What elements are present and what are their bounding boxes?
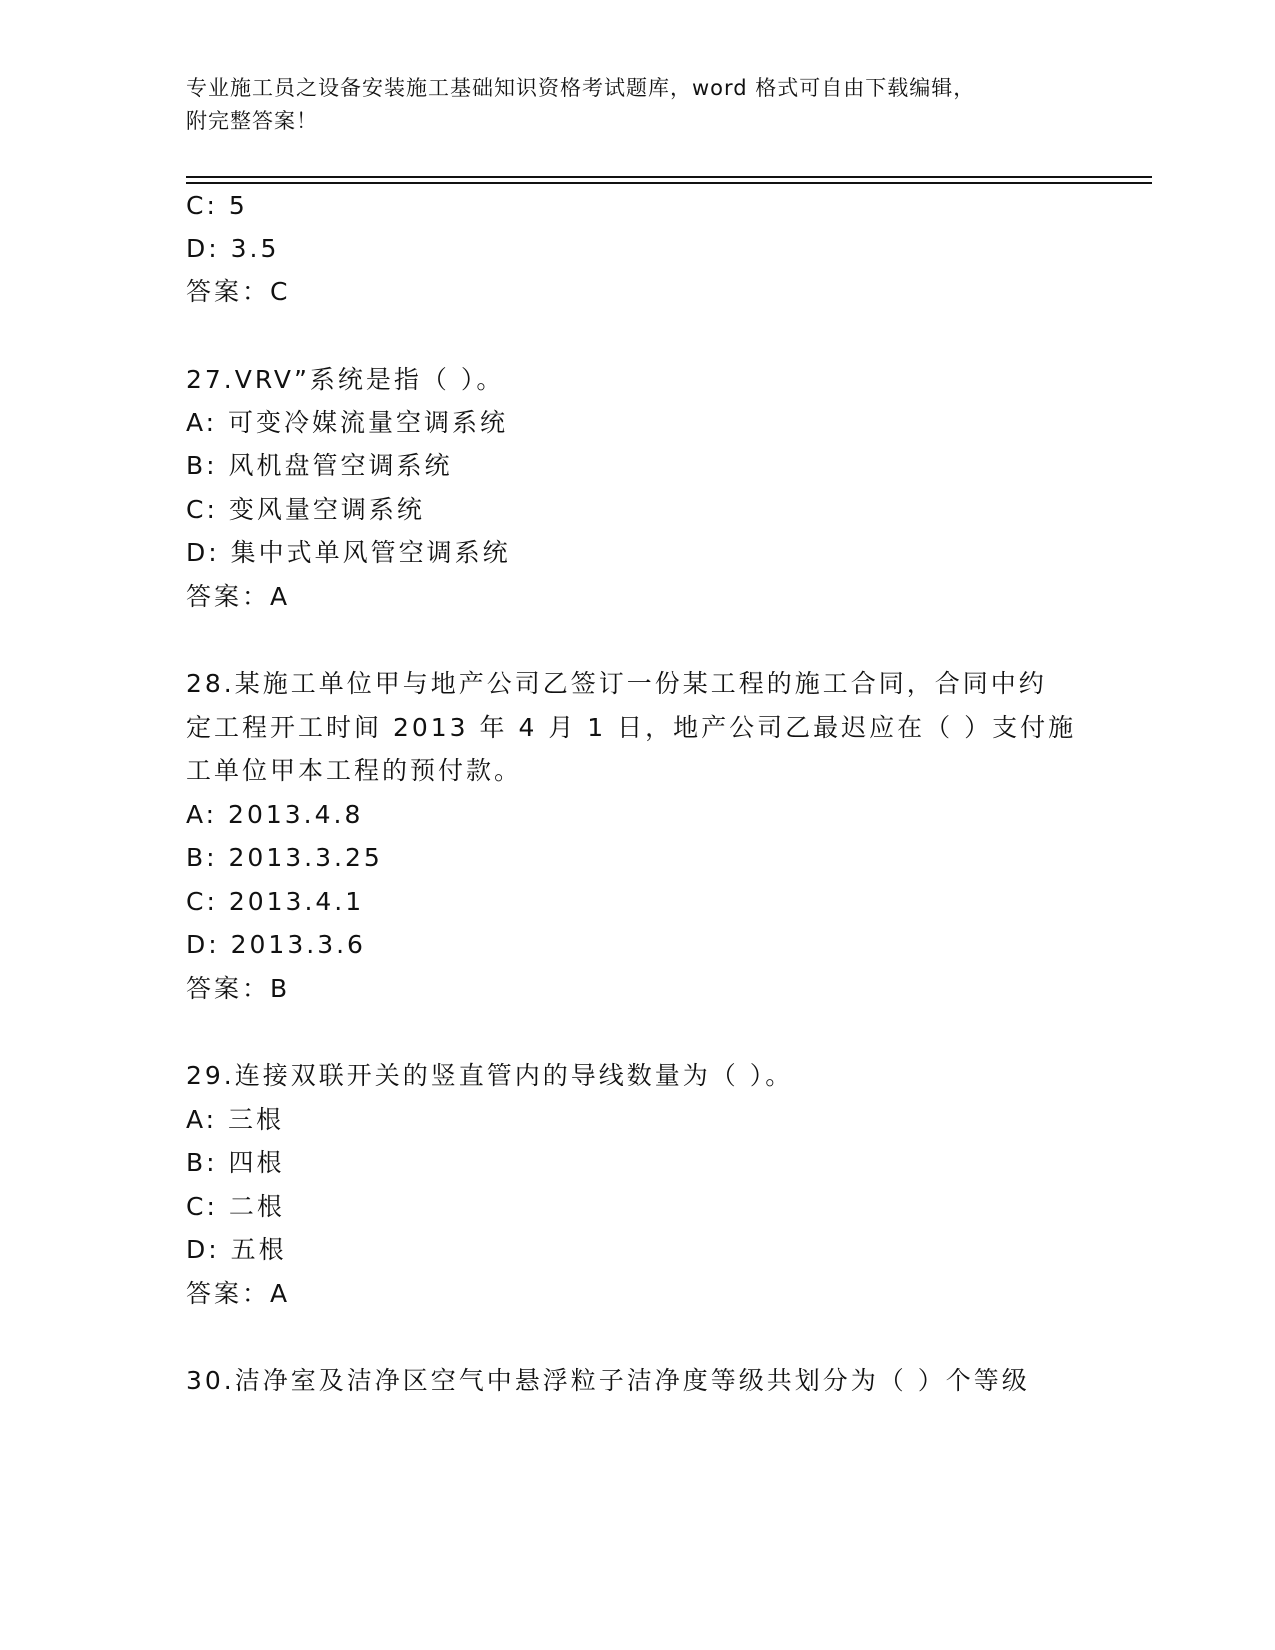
answer-line: 答案：B (186, 974, 291, 1003)
option-line: D: 3.5 (186, 234, 280, 263)
option-line: A: 2013.4.8 (186, 800, 364, 829)
answer-line: 答案：C (186, 277, 291, 306)
option-line: D: 2013.3.6 (186, 930, 366, 959)
answer-line: 答案：A (186, 582, 291, 611)
question-stem: 定工程开工时间 2013 年 4 月 1 日，地产公司乙最迟应在（ ）支付施 (186, 713, 1077, 742)
option-line: C: 二根 (186, 1192, 285, 1221)
option-line: D: 五根 (186, 1235, 287, 1264)
option-line: C: 5 (186, 191, 248, 220)
option-line: A: 可变冷媒流量空调系统 (186, 408, 509, 437)
option-line: B: 四根 (186, 1148, 285, 1177)
option-line: B: 风机盘管空调系统 (186, 451, 453, 480)
option-line: C: 2013.4.1 (186, 887, 365, 916)
document-header: 专业施工员之设备安装施工基础知识资格考试题库，word 格式可自由下载编辑， 附完整答案！ (186, 76, 976, 133)
option-line: A: 三根 (186, 1105, 285, 1134)
answer-line: 答案：A (186, 1279, 291, 1308)
question-stem: 27.VRV”系统是指（ ）。 (186, 365, 505, 394)
question-stem: 28.某施工单位甲与地产公司乙签订一份某工程的施工合同，合同中约 (186, 669, 1047, 698)
option-line: D: 集中式单风管空调系统 (186, 538, 511, 567)
question-stem: 29.连接双联开关的竖直管内的导线数量为（ ）。 (186, 1061, 794, 1090)
header-rule-top (186, 176, 1152, 178)
question-stem: 30.洁净室及洁净区空气中悬浮粒子洁净度等级共划分为（ ）个等级 (186, 1366, 1030, 1395)
question-stem: 工单位甲本工程的预付款。 (186, 756, 523, 785)
option-line: C: 变风量空调系统 (186, 495, 425, 524)
option-line: B: 2013.3.25 (186, 843, 383, 872)
header-rule-bottom (186, 182, 1152, 184)
